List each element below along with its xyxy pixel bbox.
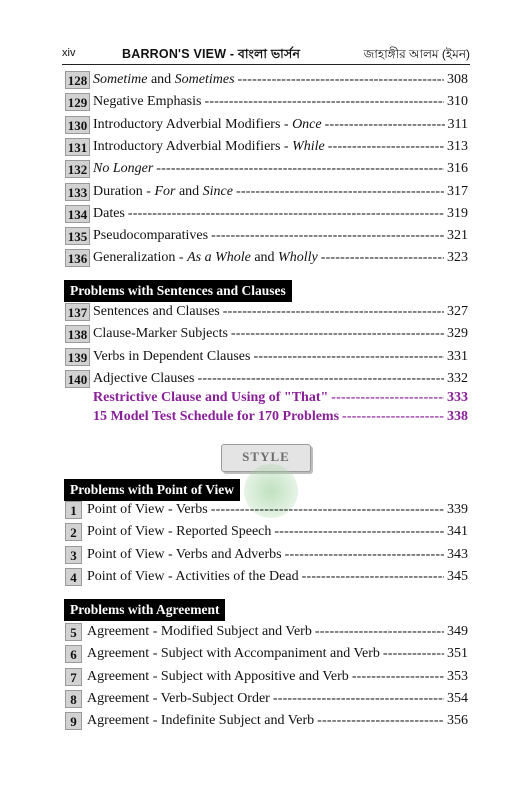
entry-title-part: Once	[292, 116, 322, 132]
entry-title-part: Negative Emphasis	[93, 94, 202, 110]
dot-leader	[274, 522, 444, 542]
entry-number: 139	[65, 348, 90, 366]
entry-page: 319	[447, 205, 468, 221]
entry-title-part: Point of View - Reported Speech	[87, 524, 272, 540]
entry-title	[87, 622, 315, 642]
dot-leader	[315, 622, 444, 642]
entry-title-part: Duration -	[93, 183, 155, 199]
toc-entry	[65, 500, 468, 520]
style-stamp: STYLE	[221, 444, 311, 472]
dot-leader	[238, 70, 444, 90]
section-heading-sentences: Problems with Sentences and Clauses	[64, 280, 292, 302]
entry-title	[87, 567, 302, 587]
entry-page: 329	[447, 326, 468, 342]
dot-leader	[285, 545, 444, 565]
dot-leader	[383, 644, 444, 664]
entry-page: 310	[447, 94, 468, 110]
toc-entry	[65, 159, 468, 179]
toc-entry	[65, 622, 468, 642]
dot-leader	[128, 204, 444, 224]
entry-page: 341	[447, 524, 468, 540]
entry-title-part: Sometime	[93, 72, 148, 87]
entry-title-part: Since	[202, 183, 233, 199]
entry-title	[93, 226, 211, 246]
entry-title	[87, 545, 285, 565]
entry-page: 356	[447, 713, 468, 729]
page-number: xiv	[62, 47, 76, 59]
dot-leader	[342, 407, 444, 427]
entry-page: 313	[447, 138, 468, 154]
entry-page: 317	[447, 183, 468, 199]
entry-title	[93, 369, 197, 389]
entry-title-part: Agreement - Modified Subject and Verb	[87, 624, 312, 639]
entry-number: 6	[65, 645, 82, 663]
entry-title	[93, 248, 321, 268]
entry-title-part: As a Whole	[187, 250, 251, 266]
entry-title-part: and	[147, 72, 175, 87]
toc-entry	[65, 248, 468, 268]
dot-leader	[211, 226, 444, 246]
entry-title-part: Clause-Marker Subjects	[93, 326, 228, 342]
toc-entry	[65, 711, 468, 731]
entry-number: 134	[65, 205, 90, 223]
entry-title-part: Point of View - Verbs and Adverbs	[87, 546, 282, 562]
entry-number: 3	[65, 546, 82, 564]
entry-title-part: Introductory Adverbial Modifiers -	[93, 116, 293, 132]
entry-title	[87, 711, 317, 731]
entry-page: 331	[447, 348, 468, 364]
entry-page: 316	[447, 161, 468, 177]
entry-title	[87, 644, 383, 664]
entry-title-part: No Longer	[93, 161, 154, 177]
entry-title-part: 15 Model Test Schedule for 170 Problems	[93, 409, 340, 424]
entry-title-part: For	[154, 183, 176, 199]
dot-leader	[236, 182, 444, 202]
entry-title-part: Verbs in Dependent Clauses	[93, 348, 251, 364]
dot-leader	[325, 115, 445, 135]
entry-title	[93, 159, 156, 179]
dot-leader	[317, 711, 444, 731]
entry-title-part: Dates	[93, 205, 125, 221]
entry-title	[93, 204, 128, 224]
toc-entry	[65, 302, 468, 322]
entry-page: 333	[447, 390, 468, 405]
entry-title	[93, 407, 342, 427]
entry-number: 140	[65, 370, 90, 388]
entry-title-part: Pseudocomparatives	[93, 228, 209, 244]
toc-entry	[65, 689, 468, 709]
entry-number: 1	[65, 501, 82, 519]
toc-entry	[65, 182, 468, 202]
entry-title	[93, 137, 328, 157]
dot-leader	[204, 92, 444, 112]
dot-leader	[231, 324, 444, 344]
entry-page: 308	[447, 72, 468, 87]
toc-entry	[65, 115, 468, 135]
section-heading-point-of-view: Problems with Point of View	[64, 479, 240, 501]
entry-title	[87, 667, 352, 687]
entry-number: 137	[65, 303, 90, 321]
entry-title-part: Point of View - Activities of the Dead	[87, 568, 299, 584]
entry-page: 345	[447, 568, 468, 584]
entry-number: 130	[65, 116, 90, 134]
dot-leader	[328, 137, 444, 157]
entry-title-part: Generalization -	[93, 250, 188, 266]
entry-number: 7	[65, 668, 82, 686]
dot-leader	[321, 248, 444, 268]
entry-title-part: Agreement - Verb-Subject Order	[87, 690, 270, 706]
entry-number: 2	[65, 523, 82, 541]
entry-number: 128	[65, 71, 90, 89]
entry-title	[87, 689, 273, 709]
toc-entry	[65, 137, 468, 157]
entry-page: 339	[447, 502, 468, 517]
entry-number: 136	[65, 249, 90, 267]
dot-leader	[197, 369, 444, 389]
toc-entry	[65, 667, 468, 687]
entry-page: 327	[447, 304, 468, 319]
entry-title-part: Introductory Adverbial Modifiers -	[93, 138, 293, 154]
entry-title-part: Wholly	[278, 250, 318, 266]
entry-title	[93, 324, 231, 344]
entry-page: 354	[447, 690, 468, 706]
toc-entry	[65, 92, 468, 112]
dot-leader	[211, 500, 444, 520]
toc-entry	[65, 369, 468, 389]
toc-entry	[65, 407, 468, 427]
entry-number: 129	[65, 93, 90, 111]
entry-title	[93, 302, 223, 322]
entry-title-part: and	[175, 183, 203, 199]
toc-entry	[65, 324, 468, 344]
toc-entry	[65, 226, 468, 246]
entry-number: 132	[65, 160, 90, 178]
entry-page: 321	[447, 228, 468, 244]
dot-leader	[273, 689, 444, 709]
entry-title-part: Agreement - Subject with Accompaniment and Verb	[87, 646, 380, 662]
author-name: জাহাঙ্গীর আলম (ইমন)	[363, 47, 470, 61]
entry-number: 5	[65, 623, 82, 641]
entry-title-part: While	[292, 138, 325, 154]
entry-title	[93, 70, 238, 90]
dot-leader	[331, 388, 444, 408]
toc-entry	[65, 347, 468, 367]
entry-number: 4	[65, 568, 82, 586]
entry-number: 9	[65, 712, 82, 730]
dot-leader	[156, 159, 444, 179]
toc-entry	[65, 644, 468, 664]
entry-title	[87, 522, 274, 542]
toc-entry	[65, 545, 468, 565]
entry-number: 131	[65, 138, 90, 156]
page-header	[62, 45, 470, 63]
entry-title-part: Agreement - Indefinite Subject and Verb	[87, 713, 315, 729]
toc-entry	[65, 70, 468, 90]
entry-title-part: and	[250, 250, 279, 266]
entry-number: 135	[65, 227, 90, 245]
toc-entry	[65, 567, 468, 587]
entry-page: 351	[447, 646, 468, 662]
entry-number: 138	[65, 325, 90, 343]
entry-page: 323	[447, 250, 468, 266]
dot-leader	[352, 667, 444, 687]
entry-title	[93, 347, 253, 367]
toc-entry	[65, 388, 468, 408]
entry-title	[93, 115, 325, 135]
entry-title	[93, 388, 331, 408]
entry-title-part: Agreement - Subject with Appositive and Verb	[87, 668, 349, 684]
section-heading-agreement: Problems with Agreement	[64, 599, 225, 621]
entry-title-part: Sentences and Clauses	[93, 304, 220, 319]
entry-page: 311	[447, 116, 468, 132]
entry-page: 343	[447, 546, 468, 562]
entry-page: 353	[447, 668, 468, 684]
dot-leader	[253, 347, 444, 367]
entry-title-part: Sometimes	[174, 72, 235, 87]
entry-title	[87, 500, 211, 520]
book-title: BARRON'S VIEW - বাংলা ভার্সন	[122, 47, 301, 61]
toc-entry	[65, 204, 468, 224]
entry-page: 349	[447, 624, 468, 639]
header-rule	[62, 64, 470, 65]
entry-title	[93, 182, 236, 202]
entry-title	[93, 92, 204, 112]
entry-page: 338	[447, 409, 468, 424]
entry-title-part: Point of View - Verbs	[87, 502, 208, 517]
entry-number: 133	[65, 183, 90, 201]
entry-title-part: Adjective Clauses	[93, 370, 195, 386]
entry-number: 8	[65, 690, 82, 708]
entry-page: 332	[447, 370, 468, 386]
dot-leader	[302, 567, 444, 587]
dot-leader	[223, 302, 444, 322]
entry-title-part: Restrictive Clause and Using of "That"	[93, 390, 329, 405]
toc-entry	[65, 522, 468, 542]
